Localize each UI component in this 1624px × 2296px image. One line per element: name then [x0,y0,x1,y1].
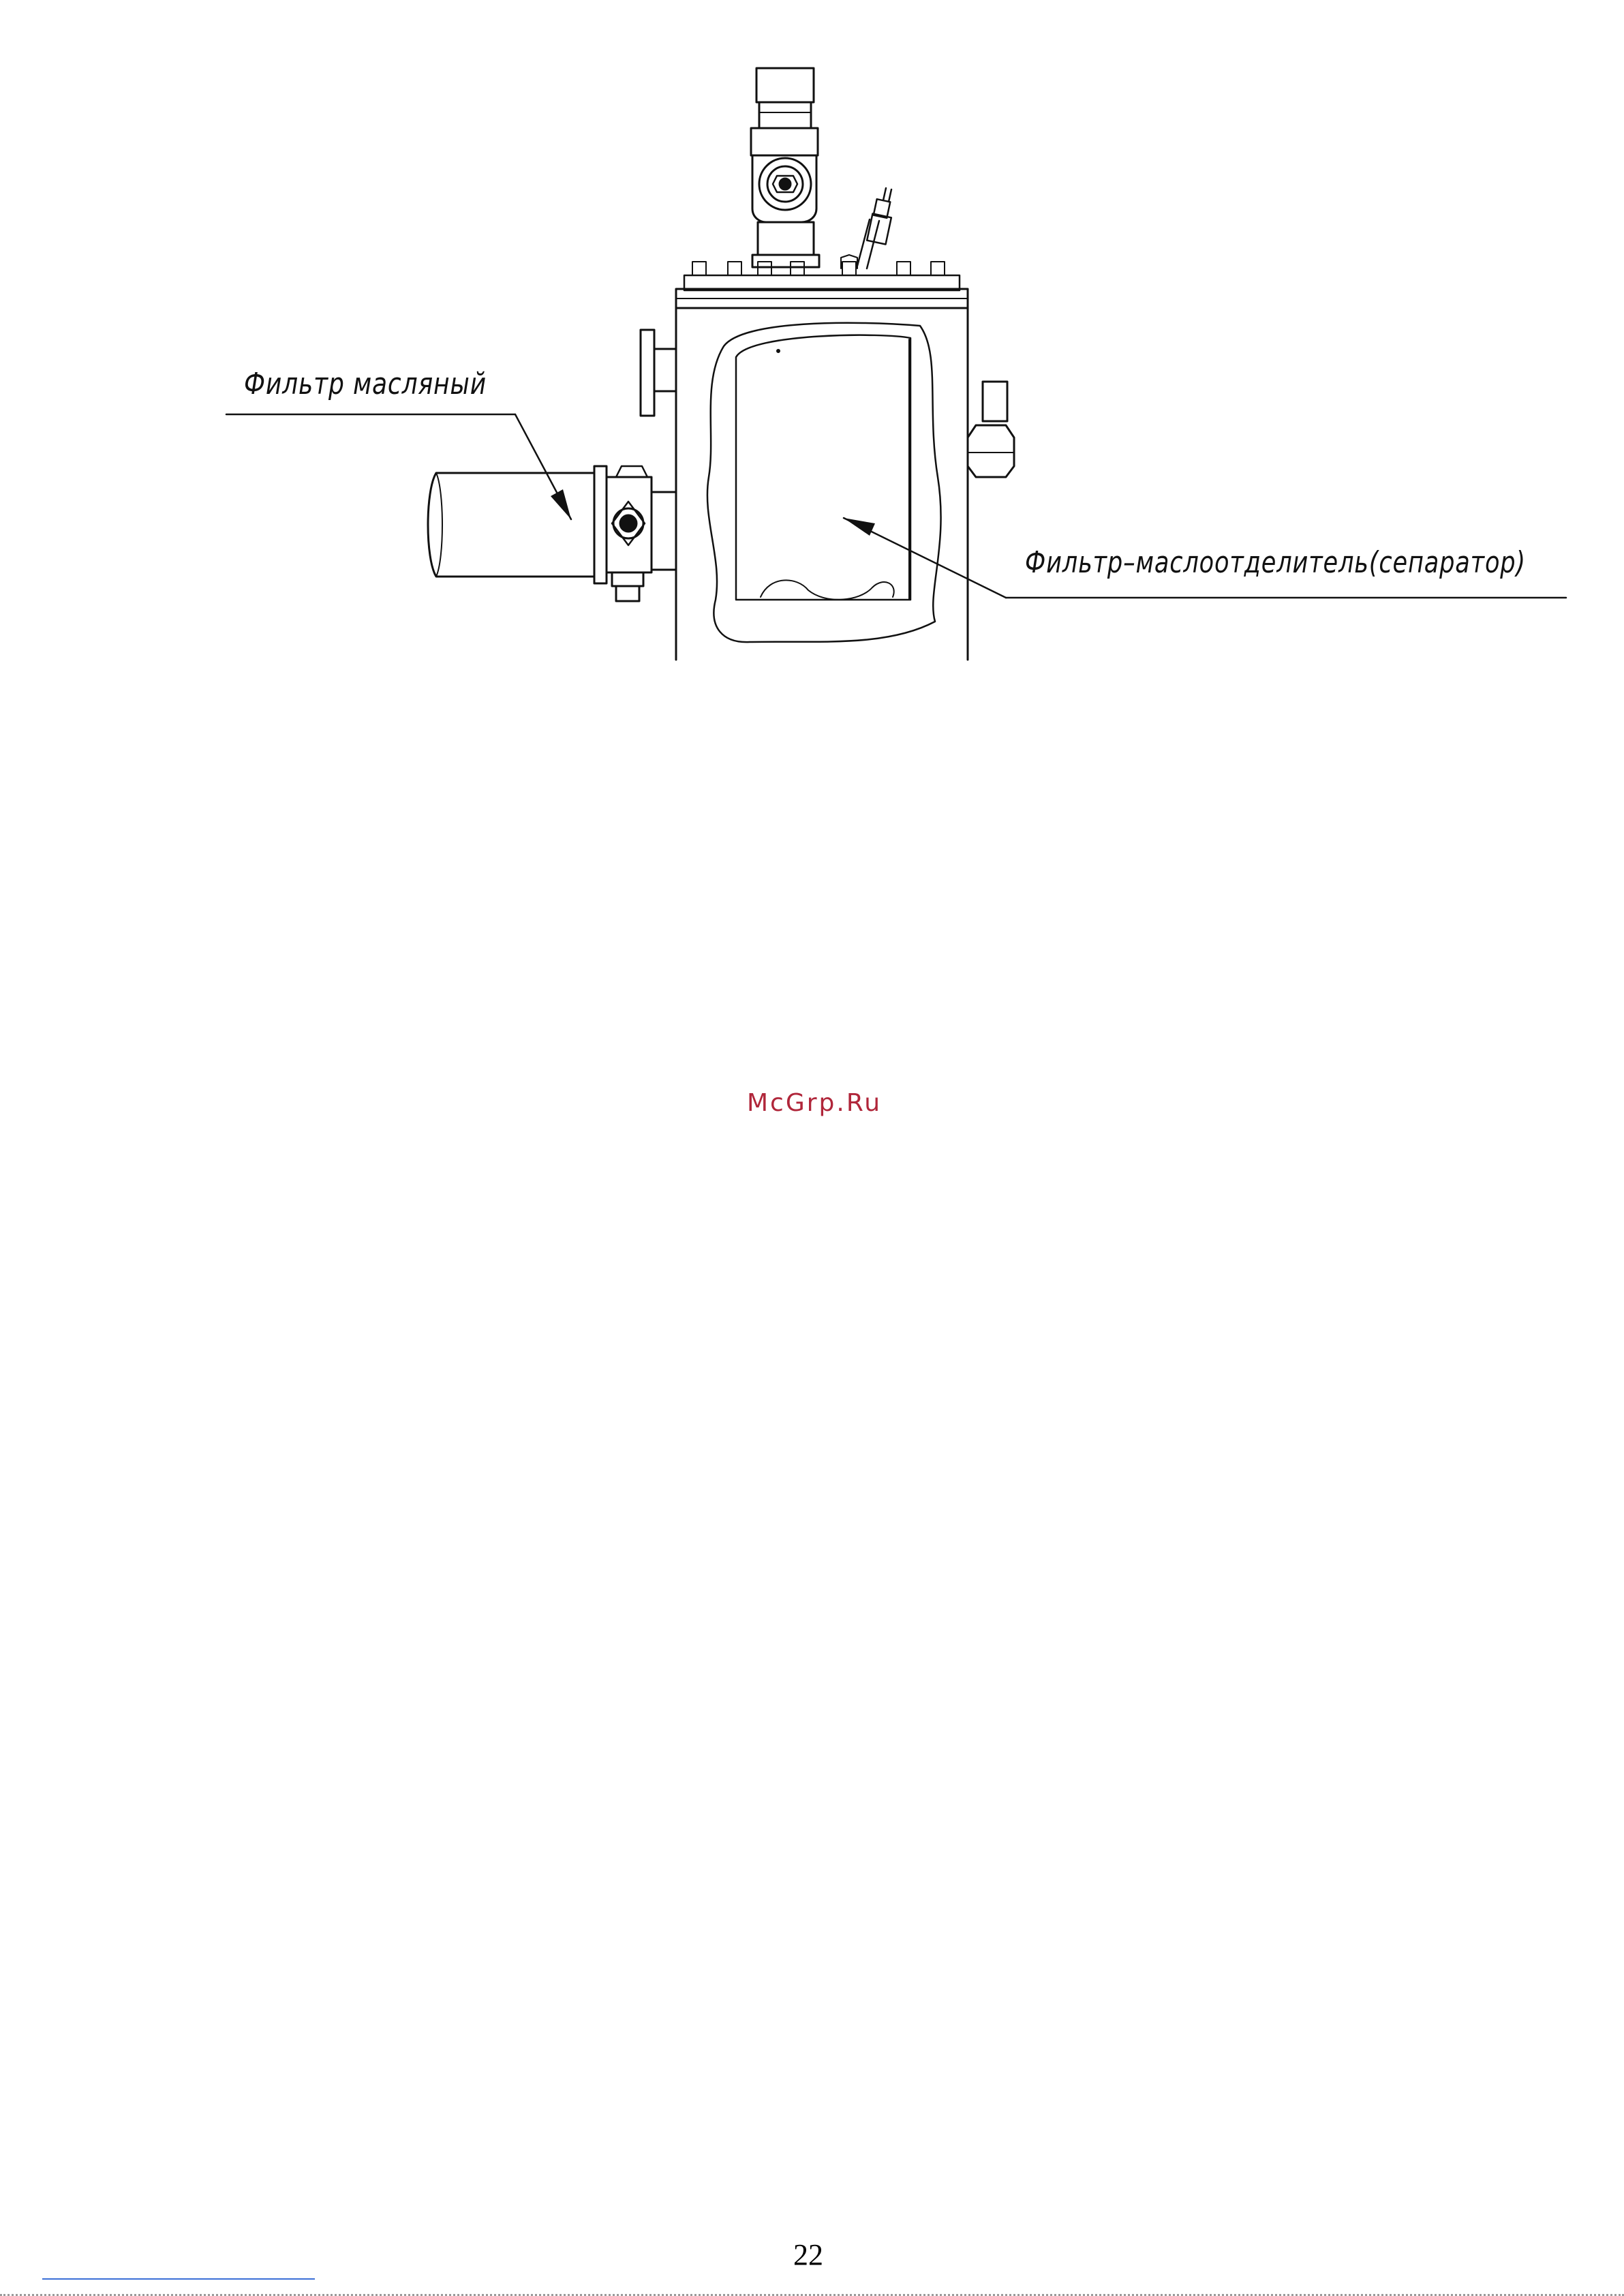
oil-filter-leader [226,414,571,519]
right-fitting [968,382,1014,477]
pressure-sensor [857,188,891,269]
left-flange [641,330,676,416]
safety-valve [751,68,819,267]
separator-cartridge [736,335,910,600]
oil-filter [428,466,676,601]
footer-rule [42,2278,315,2280]
separator-label: Фильтр–маслоотделитель(сепаратор) [1025,545,1526,580]
watermark: McGrp.Ru [747,1089,883,1117]
break-outline [707,323,941,642]
oil-filter-label: Фильтр масляный [244,367,487,401]
page-number: 22 [793,2238,823,2271]
